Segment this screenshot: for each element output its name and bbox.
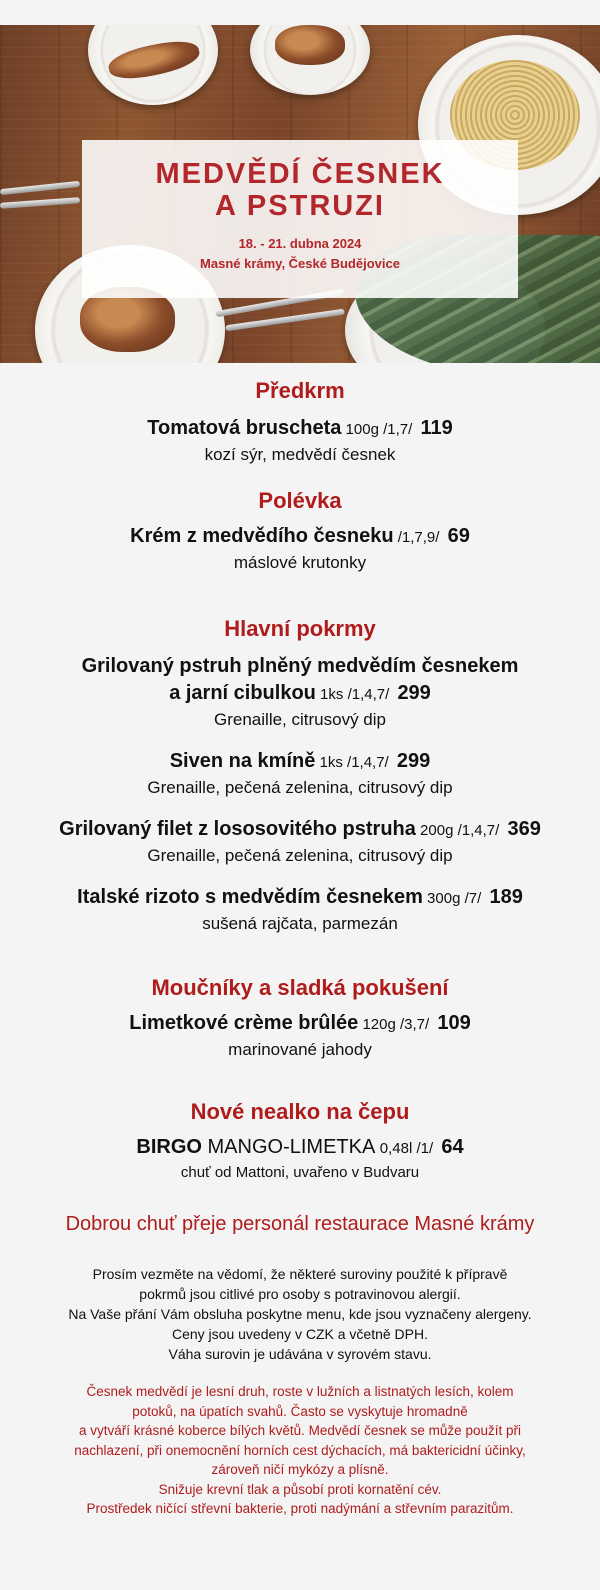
menu-item <box>0 748 600 800</box>
item-name: Tomatová bruscheta <box>147 417 342 439</box>
garlic-note-line: nachlazení, při onemocnění horních cest dýchacích, má baktericidní účinky, <box>74 1442 526 1458</box>
menu-item <box>0 523 600 575</box>
allergy-note <box>0 1264 600 1364</box>
item-price: 189 <box>489 886 523 908</box>
menu-item <box>0 816 600 868</box>
knife-left <box>0 197 80 209</box>
greeting: Dobrou chuť přeje personál restaurace Masné krámy <box>65 1213 535 1235</box>
item-brand: BIRGO <box>136 1136 202 1158</box>
item-description: Grenaille, pečená zelenina, citrusový dip <box>147 778 453 797</box>
item-name: Italské rizoto s medvědím česnekem <box>77 886 423 908</box>
menu-item <box>0 415 600 467</box>
item-price: 69 <box>447 525 470 547</box>
item-name: Siven na kmíně <box>169 750 316 772</box>
item-description: sušená rajčata, parmezán <box>202 914 398 933</box>
allergy-note-line: Prosím vezměte na vědomí, že některé suroviny použité k přípravě <box>92 1266 508 1282</box>
item-weight-allergens: 1ks /1,4,7/ <box>315 754 393 771</box>
item-price: 299 <box>396 750 431 772</box>
item-description: marinované jahody <box>228 1040 372 1059</box>
menu-item <box>0 1134 600 1184</box>
item-weight-allergens: 200g /1,4,7/ <box>415 822 504 839</box>
section-soup <box>0 487 600 575</box>
item-description: chuť od Mattoni, uvařeno v Budvaru <box>180 1164 420 1181</box>
item-description: kozí sýr, medvědí česnek <box>204 445 396 464</box>
event-details <box>82 234 518 274</box>
item-price: 109 <box>437 1012 471 1034</box>
item-weight-allergens: 120g /3,7/ <box>358 1016 434 1033</box>
event-venue: Masné krámy, České Budějovice <box>200 256 400 271</box>
event-title <box>82 158 518 222</box>
hero-photo <box>0 25 600 363</box>
item-description: Grenaille, pečená zelenina, citrusový dip <box>147 846 453 865</box>
item-name: Limetkové crème brûlée <box>129 1012 359 1034</box>
item-price: 299 <box>397 682 431 704</box>
item-weight-allergens: /1,7,9/ <box>393 529 444 546</box>
event-title-line2: A PSTRUZI <box>215 190 385 222</box>
garlic-note-line: a vytváří krásné koberce bílých květů. Medvědí česnek se může použít při <box>79 1423 521 1438</box>
section-title: Moučníky a sladká pokušení <box>151 975 449 1000</box>
item-description: Grenaille, citrusový dip <box>214 710 386 729</box>
menu-content <box>0 363 600 1519</box>
item-name: MANGO-LIMETKA <box>201 1136 380 1158</box>
item-weight-allergens: 1ks /1,4,7/ <box>315 686 394 703</box>
item-name: Krém z medvědího česneku <box>130 525 394 547</box>
item-weight-allergens: 100g /1,7/ <box>341 421 417 438</box>
allergy-note-line: pokrmů jsou citlivé pro osoby s potravinovou alergií. <box>139 1286 461 1302</box>
item-price: 119 <box>420 417 453 439</box>
garlic-info-note <box>0 1382 600 1519</box>
item-price: 64 <box>441 1136 464 1158</box>
item-name-line2: a jarní cibulkou <box>169 682 316 704</box>
item-description: máslové krutonky <box>233 553 367 572</box>
section-drinks <box>0 1098 600 1184</box>
section-desserts <box>0 974 600 1062</box>
event-title-line1: MEDVĚDÍ ČESNEK <box>155 158 445 190</box>
item-price: 369 <box>507 818 541 840</box>
allergy-note-line: Ceny jsou uvedeny v CZK a včetně DPH. <box>171 1326 428 1342</box>
fork-left <box>0 181 80 195</box>
event-title-card <box>82 140 518 298</box>
section-title: Předkrm <box>255 378 345 403</box>
item-weight-allergens: 300g /7/ <box>422 890 486 907</box>
item-volume-allergens: 0,48l /1/ <box>379 1140 438 1157</box>
garlic-note-line: potoků, na úpatích svahů. Často se vyskytuje hromadně <box>132 1403 468 1419</box>
section-starter <box>0 377 600 467</box>
menu-item <box>0 1010 600 1062</box>
section-mains <box>0 615 600 936</box>
plate-top-food <box>275 25 345 65</box>
garlic-note-line: Snižuje krevní tlak a působí proti kornatění cév. <box>158 1481 442 1497</box>
allergy-note-line: Na Vaše přání Vám obsluha poskytne menu, kde jsou vyznačeny alergeny. <box>68 1306 532 1322</box>
item-name: Grilovaný filet z lososovitého pstruha <box>59 818 416 840</box>
garlic-note-line: zároveň ničí mykózy a plísně. <box>211 1462 389 1477</box>
allergy-note-line: Váha surovin je udávána v syrovém stavu. <box>168 1346 432 1362</box>
item-name-line1: Grilovaný pstruh plněný medvědím česnekem <box>81 655 519 677</box>
section-title: Hlavní pokrmy <box>224 616 376 641</box>
event-date: 18. - 21. dubna 2024 <box>238 236 362 251</box>
menu-item <box>0 653 600 732</box>
section-title: Polévka <box>258 488 342 513</box>
menu-item <box>0 884 600 936</box>
garlic-note-line: Česnek medvědí je lesní druh, roste v lužních a listnatých lesích, kolem <box>86 1384 514 1399</box>
section-title: Nové nealko na čepu <box>190 1099 410 1124</box>
garlic-note-line: Prostředek ničící střevní bakterie, proti nadýmání a střevním parazitům. <box>86 1501 514 1516</box>
